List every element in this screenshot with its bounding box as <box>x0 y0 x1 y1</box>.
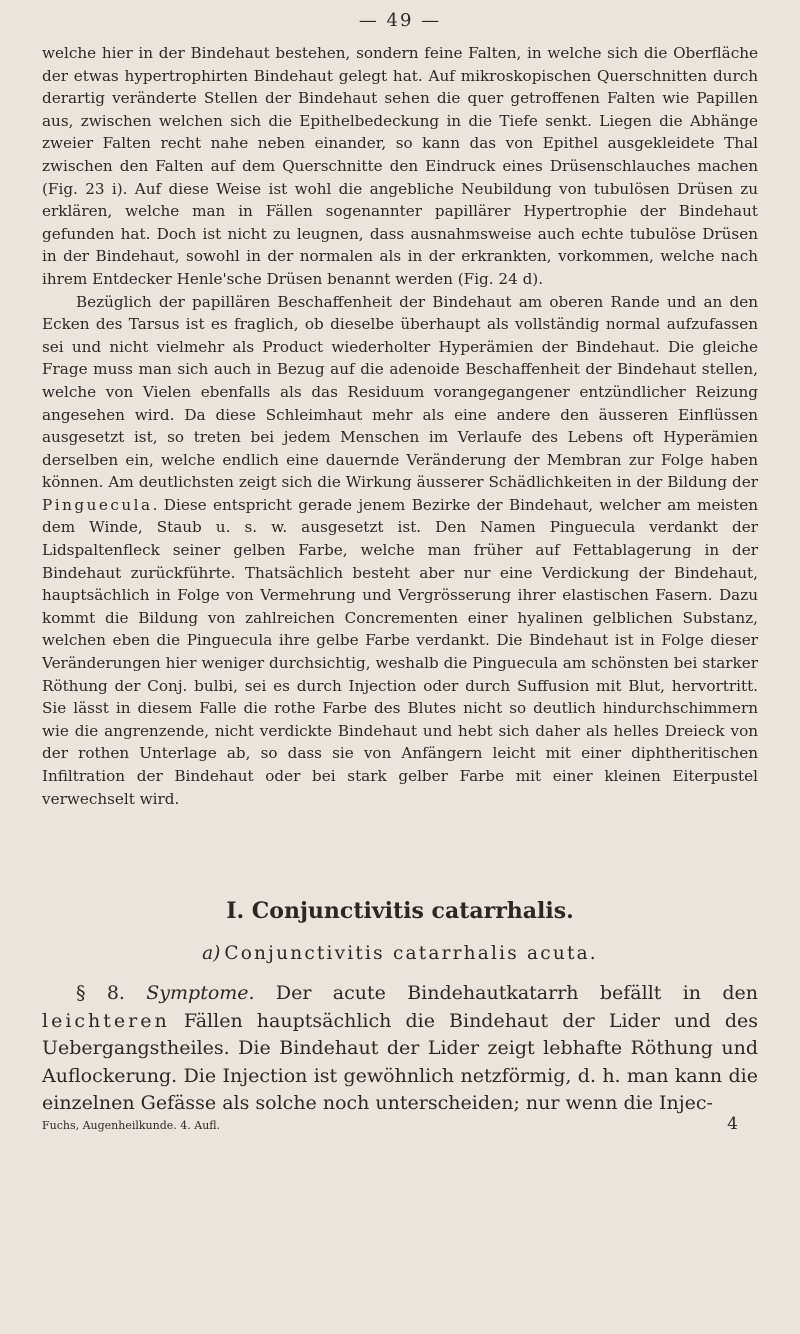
body-paragraph-2-start: Bezüglich der papillären Beschaffenheit der Bindehaut am oberen Rande und an den Ecken des Tarsus ist es fraglich, ob dieselbe überhaupt als vollständig normal aufzufassen sei und nicht vielmehr als Product wiederholter Hyperämien der Bindehaut. Die gleiche Frage muss man sich auch in Bezug auf die adenoide Beschaffenheit der Bindehaut stellen, welche von Vielen ebenfalls als das Residuum vorangegangener entzündlicher Reizung angesehen wird. Da diese Schleimhaut mehr als eine andere den äusseren Einflüssen ausgesetzt ist, so treten bei jedem Menschen im Verlaufe des Lebens oft Hyperämien derselben ein, welche endlich eine dauernde Veränderung der Membran zur Folge haben können. Am deutlichsten zeigt sich die Wirkung äusserer Schädlichkeiten in der Bildung der <box>42 292 758 492</box>
body-paragraph-2 <box>42 291 758 811</box>
main-body-text <box>42 42 758 810</box>
signature-mark: 4 <box>727 1114 738 1134</box>
symptom-label: Symptome. <box>146 982 255 1004</box>
pinguecula-term: Pinguecula <box>42 495 153 514</box>
body-paragraph-2-end: . Diese entspricht gerade jenem Bezirke der Bindehaut, welcher am meisten dem Winde, Staub u. s. w. ausgesetzt ist. Den Namen Pinguecula verdankt der Lidspaltenfleck seiner gelben Farbe, welche man früher auf Fettablagerung in der Bindehaut zurückführte. Thatsächlich besteht aber nur eine Verdickung der Bindehaut, hauptsächlich in Folge von Vermehrung und Vergrösserung ihrer elastischen Fasern. Dazu kommt die Bildung von zahlreichen Concrementen einer hyalinen gelblichen Substanz, welchen eben die Pinguecula ihre gelbe Farbe verdankt. Die Bindehaut ist in Folge dieser Veränderungen hier weniger durchsichtig, weshalb die Pinguecula am schönsten bei starker Röthung der Conj. bulbi, sei es durch Injection oder durch Suffusion mit Blut, hervortritt. Sie lässt in diesem Falle die rothe Farbe des Blutes nicht so deutlich hindurchschimmern wie die angrenzende, nicht verdickte Bindehaut und hebt sich daher als helles Dreieck von der rothen Unterlage ab, so dass sie von Anfängern leicht mit einer diphtheritischen Infiltration der Bindehaut oder bei stark gelber Farbe mit einer kleinen Eiterpustel verwechselt wird. <box>42 495 758 808</box>
body-paragraph-1: welche hier in der Bindehaut bestehen, sondern feine Falten, in welche sich die Oberfläche der etwas hypertrophirten Bindehaut gelegt hat. Auf mikroskopischen Querschnitten durch derartig veränderte Stellen der Bindehaut sehen die quer getroffenen Falten wie Papillen aus, zwischen welchen sich die Epithelbedeckung in die Tiefe senkt. Liegen die Abhänge zweier Falten recht nahe neben einander, so kann das von Epithel ausgekleidete Thal zwischen den Falten auf dem Querschnitte den Eindruck eines Drüsenschlauches machen (Fig. 23 i). Auf diese Weise ist wohl die angebliche Neubildung von tubulösen Drüsen zu erklären, welche man in Fällen sogenannter papillärer Hypertrophie der Bindehaut gefunden hat. Doch ist nicht zu leugnen, dass ausnahmsweise auch echte tubulöse Drüsen in der Bindehaut, sowohl in der normalen als in der erkrankten, vorkommen, welche nach ihrem Entdecker Henle'sche Drüsen benannt werden (Fig. 24 d). <box>42 44 758 288</box>
page-footer <box>42 1114 758 1134</box>
section-text-start: Der acute Bindehautkatarrh befällt in den <box>275 982 758 1004</box>
footer-citation: Fuchs, Augenheilkunde. 4. Aufl. <box>42 1119 221 1132</box>
paragraph-mark: § 8. <box>76 982 125 1004</box>
subsection-title: Conjunctivitis catarrhalis acuta. <box>224 943 598 964</box>
section-paragraph <box>42 980 758 1118</box>
page-number: — 49 — <box>358 10 442 31</box>
subsection-letter: a) <box>202 943 221 964</box>
section-heading: I. Conjunctivitis catarrhalis. <box>226 898 574 924</box>
subsection-heading <box>0 943 800 964</box>
section-text-end: Fällen hauptsächlich die Bindehaut der Lider und des Uebergangstheiles. Die Bindehaut der Lider zeigt lebhafte Röthung und Auflockerung. Die Injection ist gewöhnlich netzförmig, d. h. man kann die einzelnen Gefässe als solche noch unterscheiden; nur wenn die Injec- <box>42 1009 758 1114</box>
leichteren-term: leichteren <box>42 1009 170 1032</box>
